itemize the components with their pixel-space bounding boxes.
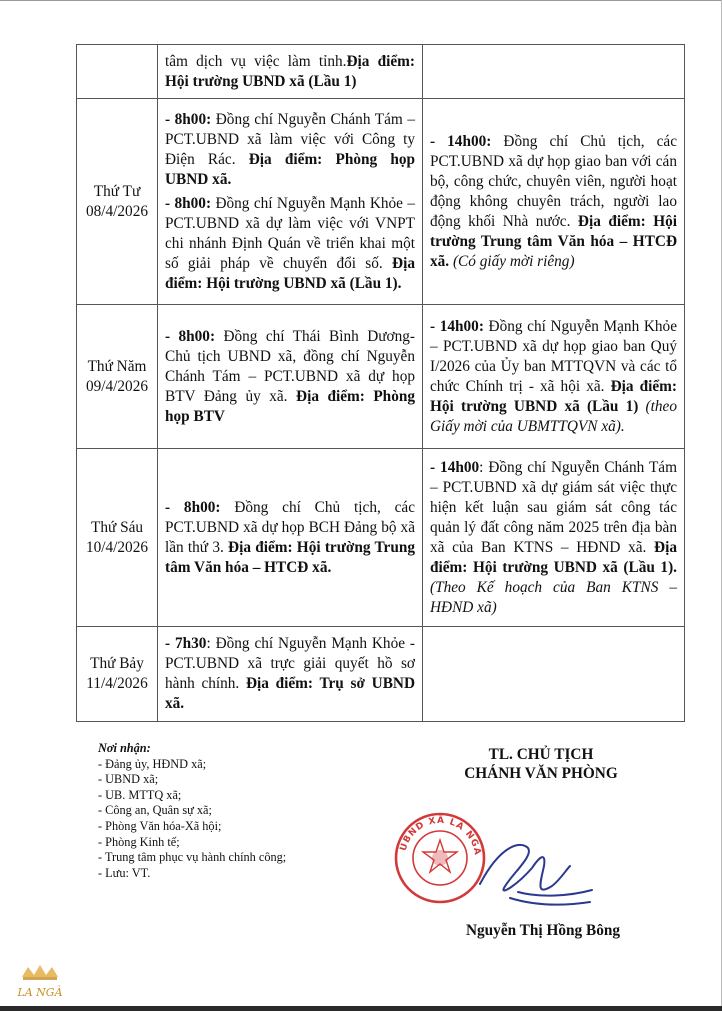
recipient-item: - UB. MTTQ xã; bbox=[98, 787, 182, 802]
day-cell bbox=[77, 627, 158, 722]
schedule-row bbox=[77, 305, 685, 449]
entry-text: : Đồng chí Nguyễn Chánh Tám – PCT.UBND xã dự giám sát việc thực hiện kết luận sau giám sát công tác quản lý đất công năm 2025 trên địa bàn xã của Ban KTNS – HĐND xã. bbox=[430, 458, 677, 556]
recipient-item: - Phòng Văn hóa-Xã hội; bbox=[98, 818, 222, 833]
weekday-label: Thứ Tư bbox=[93, 182, 141, 200]
morning-cell bbox=[158, 305, 423, 449]
schedule-entry bbox=[165, 634, 415, 714]
date-label: 09/4/2026 bbox=[85, 377, 149, 395]
recipient-item: - Lưu: VT. bbox=[98, 865, 151, 880]
recipient-item: - Trung tâm phục vụ hành chính công; bbox=[98, 850, 287, 865]
recipient-item: - Công an, Quân sự xã; bbox=[98, 803, 212, 818]
schedule-row bbox=[77, 627, 685, 722]
entry-text: : Đồng chí Nguyễn Mạnh Khỏe -PCT.UBND xã trực giải quyết hồ sơ hành chính. bbox=[165, 635, 415, 692]
bold-text: - 8h00: bbox=[165, 194, 212, 212]
handwritten-signature bbox=[440, 826, 600, 916]
bold-text: Địa điểm: Hội trường Trung tâm Văn hóa – HTCĐ xã. bbox=[165, 538, 415, 576]
entry-text: Đồng chí Chủ tịch, các PCT.UBND xã dự họp BCH Đảng bộ xã lần thứ 3. bbox=[165, 498, 415, 556]
schedule-row bbox=[77, 99, 685, 305]
signer-name: Nguyễn Thị Hồng Bông bbox=[465, 922, 620, 939]
bold-text: - 14h00 bbox=[430, 458, 480, 476]
bold-text: Địa điểm: Phòng họp BTV bbox=[165, 387, 415, 425]
schedule-entry bbox=[165, 52, 415, 92]
schedule-table bbox=[76, 44, 685, 722]
bold-text: Địa điểm: Hội trường UBND xã (Lầu 1). bbox=[165, 254, 415, 292]
entry-text: Đồng chí Chủ tịch, các PCT.UBND xã dự họp giao ban với cán bộ, công chức, chuyên viên, người hoạt động không chuyên trách, người lao động khối Nhà nước. bbox=[430, 132, 677, 230]
afternoon-cell bbox=[423, 627, 685, 722]
bold-text: Địa điểm: Hội trường Trung tâm Văn hóa – HTCĐ xã. bbox=[430, 212, 677, 270]
weekday-label: Thứ Bảy bbox=[90, 655, 144, 672]
entry-text: Đồng chí Nguyễn Mạnh Khỏe – PCT.UBND xã dự làm việc với VNPT chi nhánh Định Quán về triển khai một số giải pháp về chuyển đổi số. bbox=[165, 194, 416, 272]
bold-text: - 7h30 bbox=[165, 635, 207, 652]
italic-note: (theo Giấy mời của UBMTTQVN xã). bbox=[430, 397, 677, 435]
signature-line-2: CHÁNH VĂN PHÒNG bbox=[464, 765, 618, 782]
bold-text: Địa điểm: Hội trường UBND xã (Lầu 1) bbox=[165, 52, 416, 90]
day-cell bbox=[77, 99, 158, 305]
italic-note: (Có giấy mời riêng) bbox=[449, 252, 575, 270]
entry-text: Đồng chí Nguyễn Chánh Tám – PCT.UBND xã làm việc với Công ty Điện Rác. bbox=[165, 110, 415, 168]
bold-text: Địa điểm: Hội trường UBND xã (Lầu 1). bbox=[430, 538, 677, 576]
day-cell bbox=[77, 305, 158, 449]
bold-text: Địa điểm: Phòng họp UBND xã. bbox=[165, 150, 415, 188]
schedule-row bbox=[77, 45, 685, 99]
afternoon-cell bbox=[423, 45, 685, 99]
recipient-item: - Phòng Kinh tế; bbox=[98, 834, 180, 849]
morning-cell bbox=[158, 449, 423, 627]
bold-text: Địa điểm: Hội trường UBND xã (Lầu 1) bbox=[430, 377, 677, 415]
weekday-label: Thứ Sáu bbox=[90, 518, 144, 536]
day-cell bbox=[77, 449, 158, 627]
recipient-item: - UBND xã; bbox=[98, 772, 159, 787]
schedule-entry bbox=[165, 327, 415, 427]
schedule-entry bbox=[430, 317, 677, 437]
page-top-edge bbox=[0, 0, 722, 1]
schedule-entry bbox=[430, 132, 677, 272]
morning-cell bbox=[158, 627, 423, 722]
schedule-entry bbox=[165, 110, 415, 190]
stamp-text: UBND XÃ LA NGÀ bbox=[398, 815, 483, 857]
recipients-list bbox=[98, 757, 286, 882]
date-label: 08/4/2026 bbox=[85, 202, 149, 220]
bold-text: - 8h00: bbox=[165, 327, 216, 345]
bold-text: - 8h00: bbox=[165, 110, 212, 128]
bold-text: - 14h00: bbox=[430, 317, 484, 335]
afternoon-cell bbox=[423, 449, 685, 627]
recipient-item: - Đảng ủy, HĐND xã; bbox=[98, 756, 207, 771]
schedule-entry bbox=[430, 458, 677, 618]
la-nga-logo bbox=[14, 963, 66, 1007]
morning-cell bbox=[158, 99, 423, 305]
morning-cell bbox=[158, 45, 423, 99]
day-cell bbox=[77, 45, 158, 99]
logo-text: LA NGÀ bbox=[17, 986, 63, 999]
afternoon-cell bbox=[423, 305, 685, 449]
weekday-label: Thứ Năm bbox=[87, 357, 147, 375]
schedule-entry bbox=[165, 498, 415, 578]
schedule-body bbox=[77, 45, 685, 722]
entry-text: Đồng chí Thái Bình Dương- Chủ tịch UBND xã, đồng chí Nguyễn Chánh Tám – PCT.UBND xã dự họp BTV Đảng ủy xã. bbox=[165, 327, 416, 405]
entry-text: Đồng chí Nguyễn Mạnh Khỏe – PCT.UBND xã dự họp giao ban Quý I/2026 của Ủy ban MTTQVN và các tổ chức Chính trị - xã hội xã. bbox=[430, 317, 677, 395]
signature-line-1: TL. CHỦ TỊCH bbox=[488, 746, 594, 763]
date-label: 11/4/2026 bbox=[86, 675, 148, 692]
signature-title-block bbox=[430, 745, 652, 783]
page-bottom-edge bbox=[0, 1006, 722, 1011]
bold-text: - 8h00: bbox=[165, 498, 221, 516]
recipients-title: Nơi nhận: bbox=[98, 741, 151, 755]
schedule-entry bbox=[165, 194, 415, 294]
recipients-block bbox=[98, 741, 286, 881]
afternoon-cell bbox=[423, 99, 685, 305]
bold-text: - 14h00: bbox=[430, 132, 492, 150]
schedule-row bbox=[77, 449, 685, 627]
date-label: 10/4/2026 bbox=[85, 538, 149, 556]
bold-text: Địa điểm: Trụ sở UBND xã. bbox=[165, 675, 415, 712]
italic-note: (Theo Kế hoạch của Ban KTNS – HĐND xã) bbox=[430, 578, 677, 616]
entry-text: tâm dịch vụ việc làm tỉnh. bbox=[165, 52, 347, 70]
